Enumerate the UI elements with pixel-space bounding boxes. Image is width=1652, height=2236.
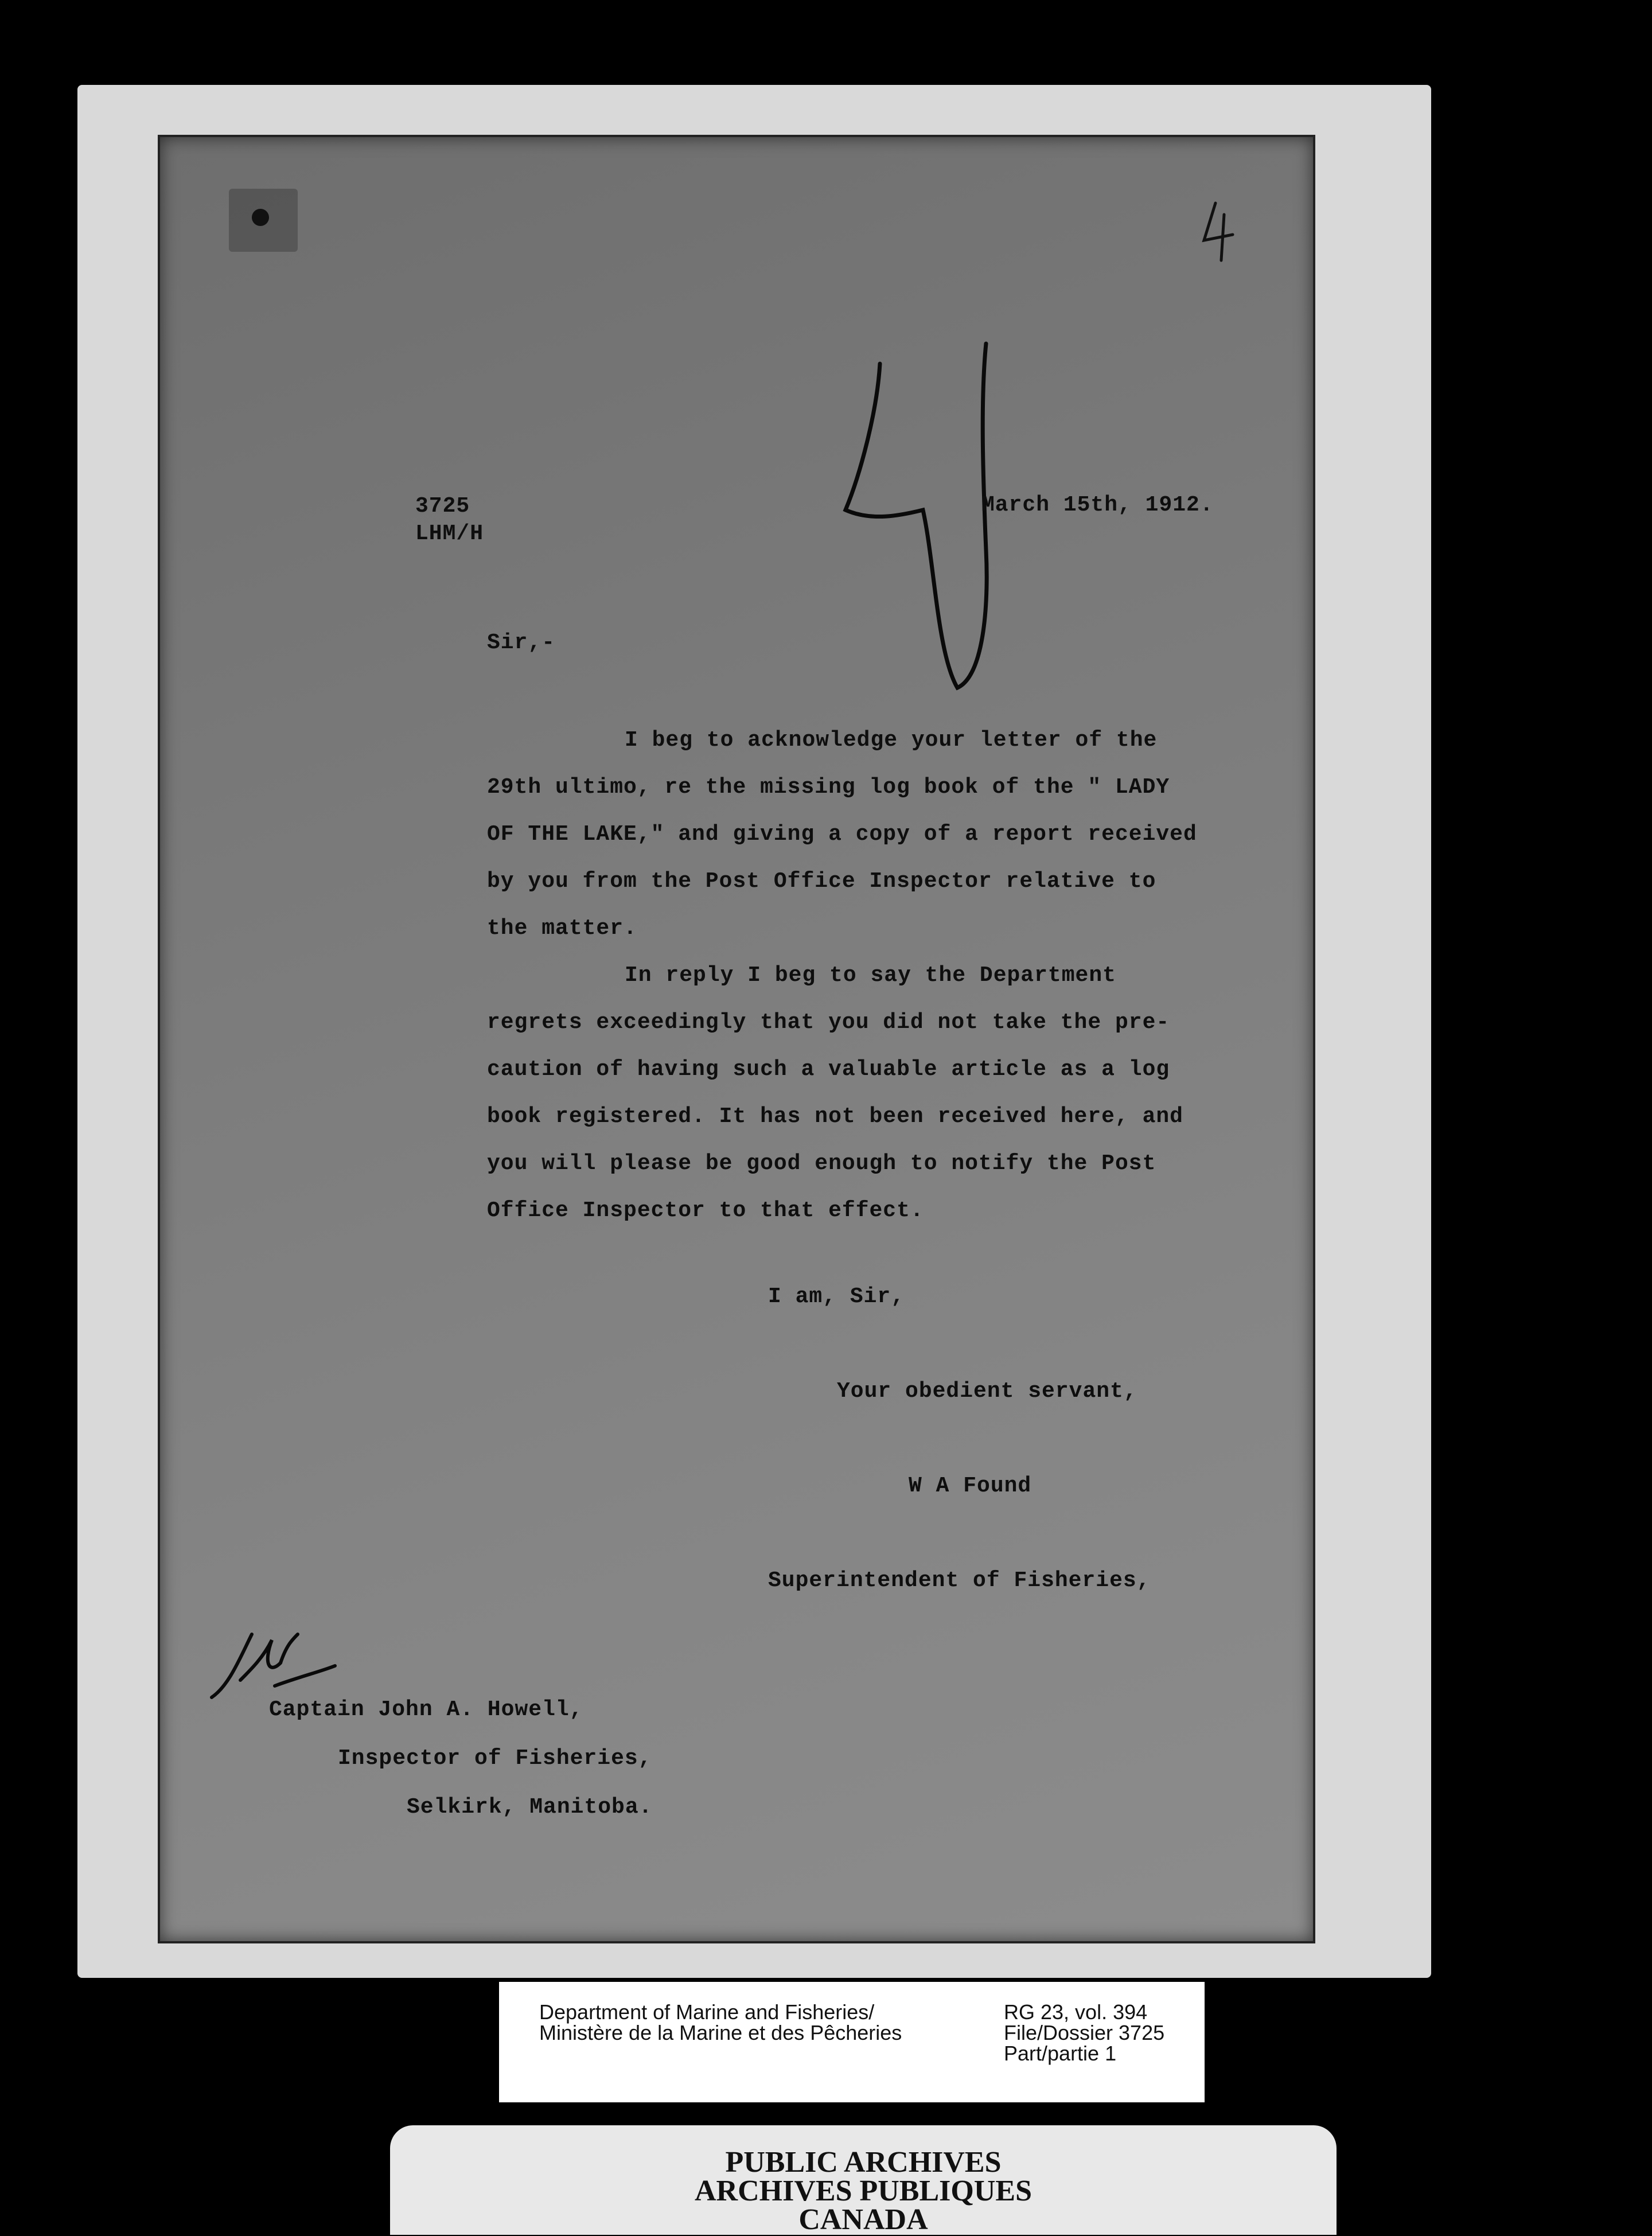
body-line: Office Inspector to that effect. xyxy=(487,1198,924,1223)
department-name-french: Ministère de la Marine et des Pêcheries xyxy=(539,2021,902,2044)
file-reference-number: 3725 xyxy=(415,494,470,519)
letter-date: March 15th, 1912. xyxy=(981,493,1214,517)
archive-reference xyxy=(1004,2002,1164,2064)
body-line: the matter. xyxy=(487,916,637,941)
archive-reference-label xyxy=(499,1982,1205,2102)
closing: I am, Sir, xyxy=(768,1284,905,1309)
body-line: book registered. It has not been received here, and xyxy=(487,1104,1183,1129)
handwritten-initials xyxy=(206,1623,338,1709)
signatory-name: W A Found xyxy=(909,1474,1032,1498)
salutation: Sir,- xyxy=(487,630,556,655)
body-line: I beg to acknowledge your letter of the xyxy=(625,728,1158,753)
addressee-line: Selkirk, Manitoba. xyxy=(407,1795,653,1820)
archives-stamp-text xyxy=(390,2148,1337,2234)
body-line: caution of having such a valuable article as a log xyxy=(487,1057,1170,1082)
body-line: 29th ultimo, re the missing log book of the " LADY xyxy=(487,775,1170,800)
record-group-volume: RG 23, vol. 394 xyxy=(1004,2000,1148,2024)
body-line: regrets exceedingly that you did not take the pre- xyxy=(487,1010,1170,1035)
letter-page xyxy=(158,135,1315,1943)
handwritten-page-number xyxy=(1193,200,1244,263)
addressee-line: Captain John A. Howell, xyxy=(269,1697,583,1722)
file-dossier: File/Dossier 3725 xyxy=(1004,2021,1165,2044)
signatory-title: Superintendent of Fisheries, xyxy=(768,1568,1151,1593)
punch-hole xyxy=(252,209,269,226)
archives-stamp-line: ARCHIVES PUBLIQUES xyxy=(694,2175,1032,2207)
file-reference-block xyxy=(415,493,484,548)
body-line: In reply I beg to say the Department xyxy=(625,963,1116,988)
part-partie: Part/partie 1 xyxy=(1004,2042,1117,2065)
valediction: Your obedient servant, xyxy=(837,1379,1137,1404)
archives-stamp-line: PUBLIC ARCHIVES xyxy=(725,2146,1002,2179)
body-line: OF THE LAKE," and giving a copy of a report received xyxy=(487,822,1197,847)
department-name xyxy=(539,2002,902,2043)
body-line: you will please be good enough to notify the Post xyxy=(487,1151,1156,1176)
typist-initials: LHM/H xyxy=(415,521,484,546)
addressee-line: Inspector of Fisheries, xyxy=(338,1746,652,1771)
public-archives-stamp xyxy=(390,2125,1337,2235)
department-name-english: Department of Marine and Fisheries/ xyxy=(539,2000,875,2024)
archives-stamp-line: CANADA xyxy=(798,2203,928,2236)
body-line: by you from the Post Office Inspector relative to xyxy=(487,869,1156,894)
